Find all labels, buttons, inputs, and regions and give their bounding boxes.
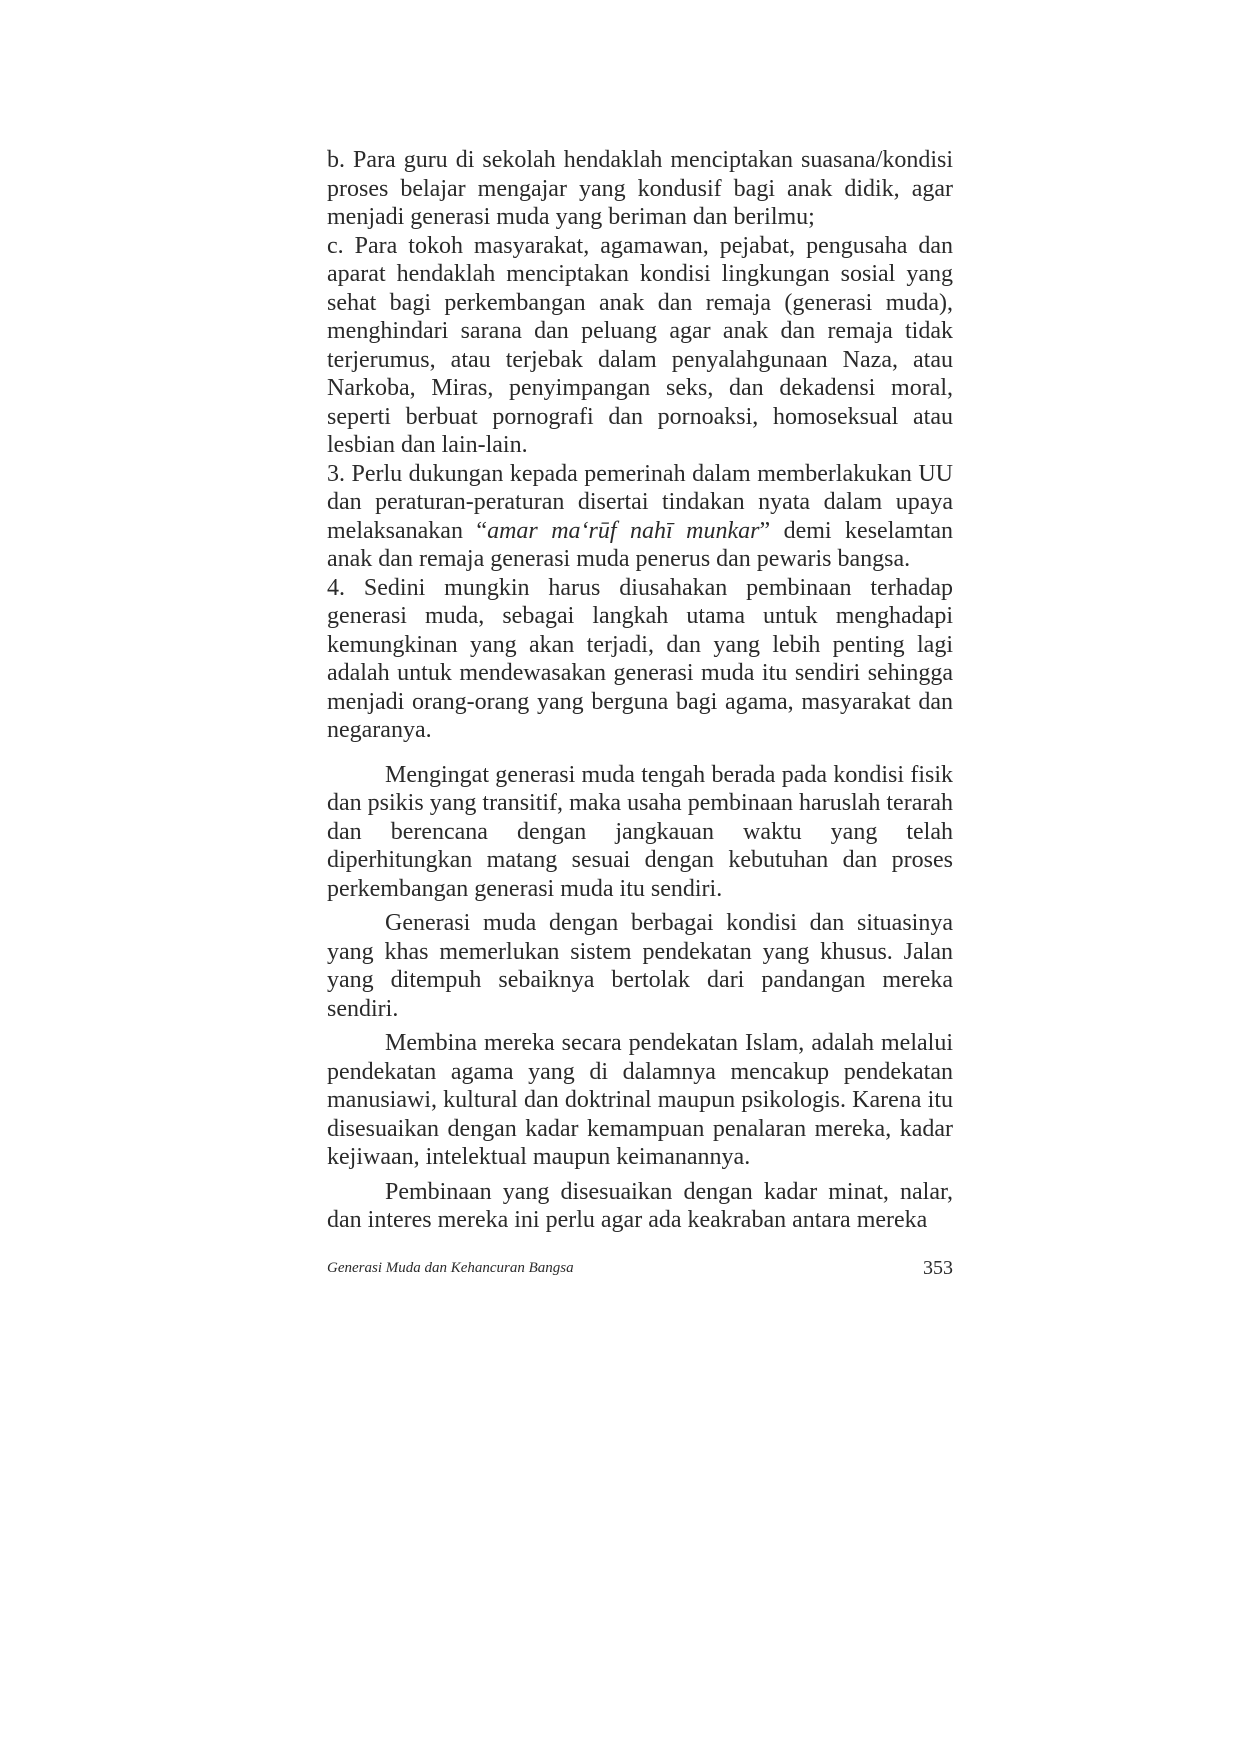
running-title: Generasi Muda dan Kehancuran Bangsa: [327, 1260, 574, 1276]
list-item-3-text-end: ” demi keselamtan anak dan remaja generasi muda penerus dan pewaris bangsa.: [327, 517, 953, 572]
list-item-3-text-start: 3. Perlu dukungan kepada pemerinah dalam memberlakukan UU dan peraturan-peraturan disertai tindakan nyata dalam upaya melaksanakan “: [327, 460, 953, 544]
body-paragraph-4: Pembinaan yang disesuaikan dengan kadar minat, nalar, dan interes mereka ini perlu agar ada keakraban antara mereka: [327, 1178, 953, 1233]
arabic-phrase: amar ma‘rūf nahī munkar: [487, 517, 760, 544]
list-item-b: b. Para guru di sekolah hendaklah menciptakan suasana/kondisi proses belajar mengajar yang kondusif bagi anak didik, agar menjadi generasi muda yang beriman dan berilmu;: [327, 147, 953, 230]
page-number: 353: [923, 1257, 953, 1279]
body-paragraph-2: Generasi muda dengan berbagai kondisi dan situasinya yang khas memerlukan sistem pendekatan yang khusus. Jalan yang ditempuh sebaiknya bertolak dari pandangan mereka sendiri.: [327, 910, 953, 1022]
list-item-4: 4. Sedini mungkin harus diusahakan pembinaan terhadap generasi muda, sebagai langkah utama untuk menghadapi kemungkinan yang akan terjadi, dan yang lebih penting lagi adalah untuk mendewasakan generasi muda itu sendiri sehingga menjadi orang-orang yang berguna bagi agama, masyarakat dan negaranya.: [327, 574, 953, 743]
main-text: [327, 146, 953, 1235]
body-paragraph-3: Membina mereka secara pendekatan Islam, adalah melalui pendekatan agama yang di dalamnya mencakup pendekatan manusiawi, kultural dan doktrinal maupun psikologis. Karena itu disesuaikan dengan kadar kemampuan penalaran mereka, kadar kejiwaan, intelektual maupun keimanannya.: [327, 1030, 953, 1170]
body-paragraph-1: Mengingat generasi muda tengah berada pada kondisi fisik dan psikis yang transitif, maka usaha pembinaan haruslah terarah dan berencana dengan jangkauan waktu yang telah diperhitungkan matang sesuai dengan kebutuhan dan proses perkembangan generasi muda itu sendiri.: [327, 761, 953, 902]
list-item-c: c. Para tokoh masyarakat, agamawan, pejabat, pengusaha dan aparat hendaklah menciptakan kondisi lingkungan sosial yang sehat bagi perkembangan anak dan remaja (generasi muda), menghindari sarana dan peluang agar anak dan remaja tidak terjerumus, atau terjebak dalam penyalahgunaan Naza, atau Narkoba, Miras, penyimpangan seks, dan dekadensi moral, seperti berbuat pornografi dan pornoaksi, homoseksual atau lesbian dan lain-lain.: [327, 232, 953, 458]
list-item-3: [327, 460, 953, 574]
